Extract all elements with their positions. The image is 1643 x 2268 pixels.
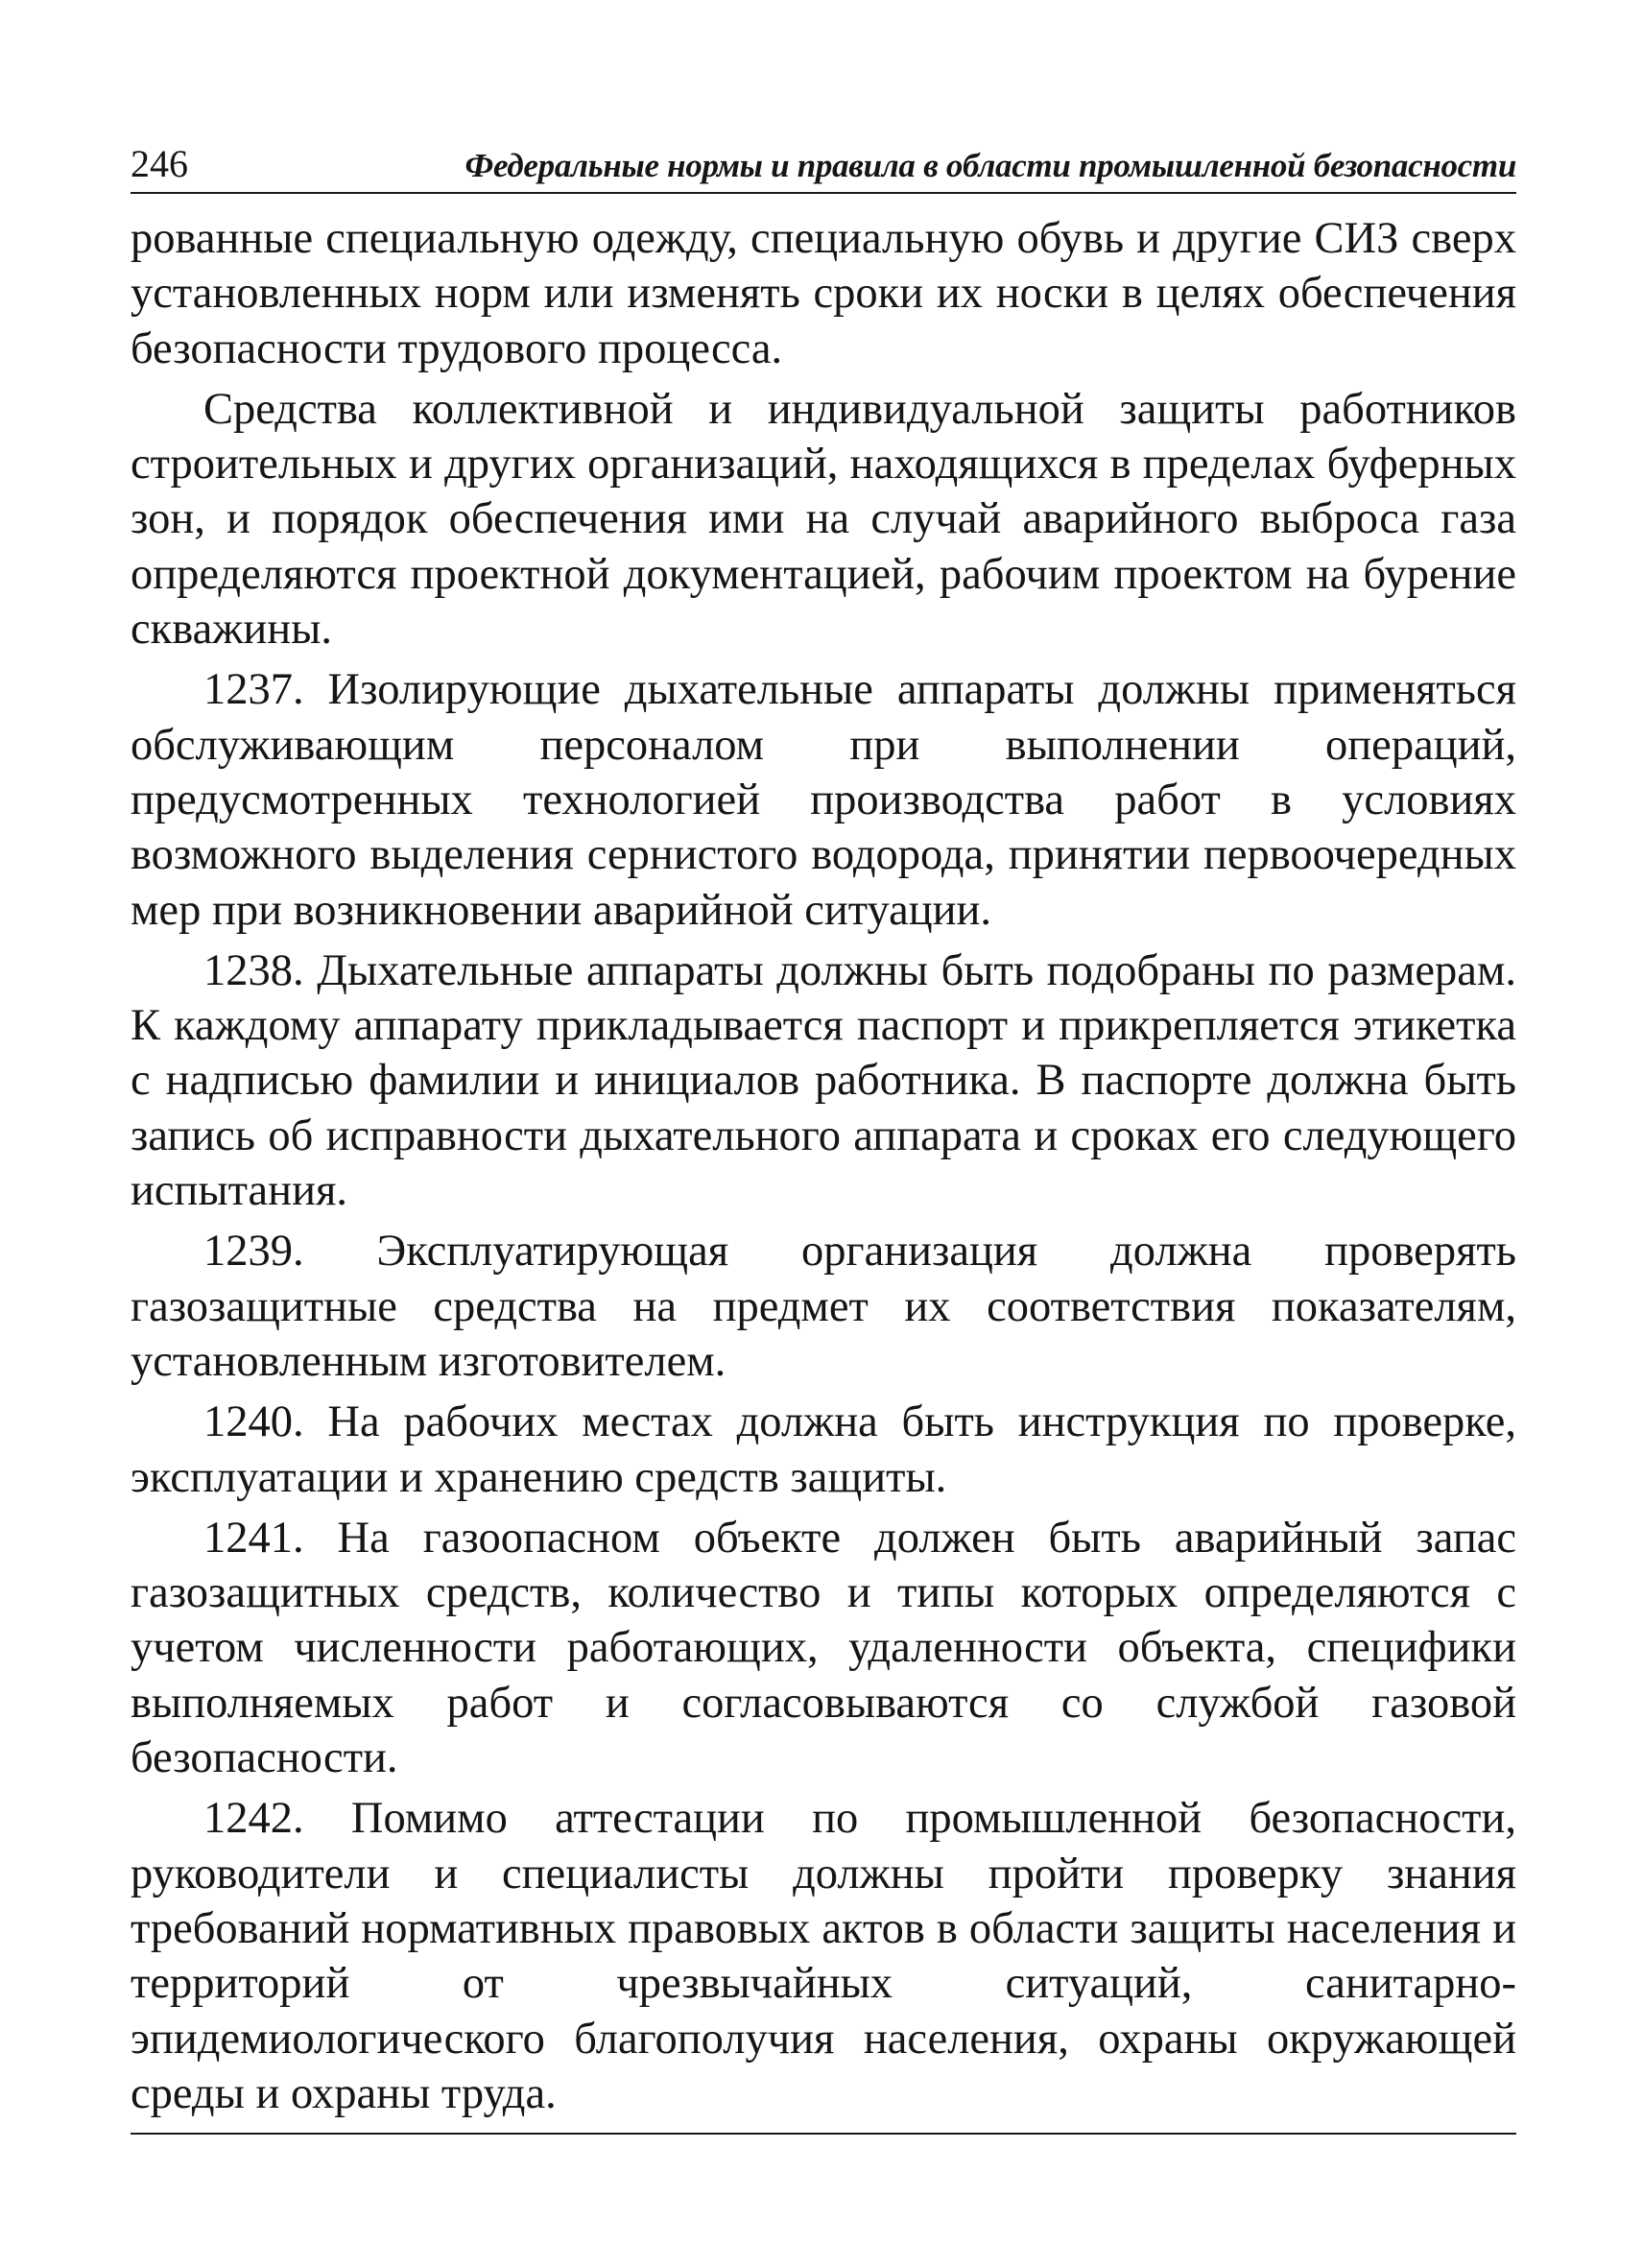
paragraph-continuation: рованные специальную одежду, специальную обувь и другие СИЗ сверх установленных норм или изменять сроки их носки в целях обеспечения безопасности трудового процесса. — [131, 214, 1516, 373]
paragraph-1240: 1240. На рабочих местах должна быть инструкция по проверке, эксплуатации и хранению средств защиты. — [131, 1397, 1516, 1502]
page-number: 246 — [131, 142, 188, 185]
running-header — [131, 125, 1516, 194]
paragraph-protection-means: Средства коллективной и индивидуальной защиты работников строительных и других организаций, находящихся в пределах буферных зон, и порядок обеспечения ими на случай аварийного выброса газа определяются проектной документацией, рабочим проектом на бурение скважины. — [131, 384, 1516, 655]
paragraph-1241: 1241. На газоопасном объекте должен быть аварийный запас газозащитных средств, количество и типы которых определяются с учетом численности работающих, удаленности объекта, специфики выполняемых работ и согласовываются со службой газовой безопасности. — [131, 1513, 1516, 1783]
paragraph-1238: 1238. Дыхательные аппараты должны быть подобраны по размерам. К каждому аппарату прикладывается паспорт и прикрепляется этикетка с надписью фамилии и инициалов работника. В паспорте должна быть запись об исправности дыхательного аппарата и сроках его следующего испытания. — [131, 945, 1516, 1216]
footer-rule — [131, 2133, 1516, 2135]
book-page — [131, 125, 1516, 2160]
paragraph-1242: 1242. Помимо аттестации по промышленной безопасности, руководители и специалисты должны пройти проверку знания требований нормативных правовых актов в области защиты населения и территорий от чрезвычайных ситуаций, санитарно-эпидемиологического благополучия населения, охраны окружающей среды и охраны труда. — [131, 1794, 1516, 2118]
paragraph-1237: 1237. Изолирующие дыхательные аппараты должны применяться обслуживающим персоналом при выполнении операций, предусмотренных технологией производства работ в условиях возможного выделения сернистого водорода, принятии первоочередных мер при возникновении аварийной ситуации. — [131, 665, 1516, 935]
body-text — [131, 211, 1516, 2121]
paragraph-1239: 1239. Эксплуатирующая организация должна проверять газозащитные средства на предмет их соответствия показателям, установленным изготовителем. — [131, 1227, 1516, 1386]
running-title: Федеральные нормы и правила в области промышленной безопасности — [464, 147, 1516, 184]
